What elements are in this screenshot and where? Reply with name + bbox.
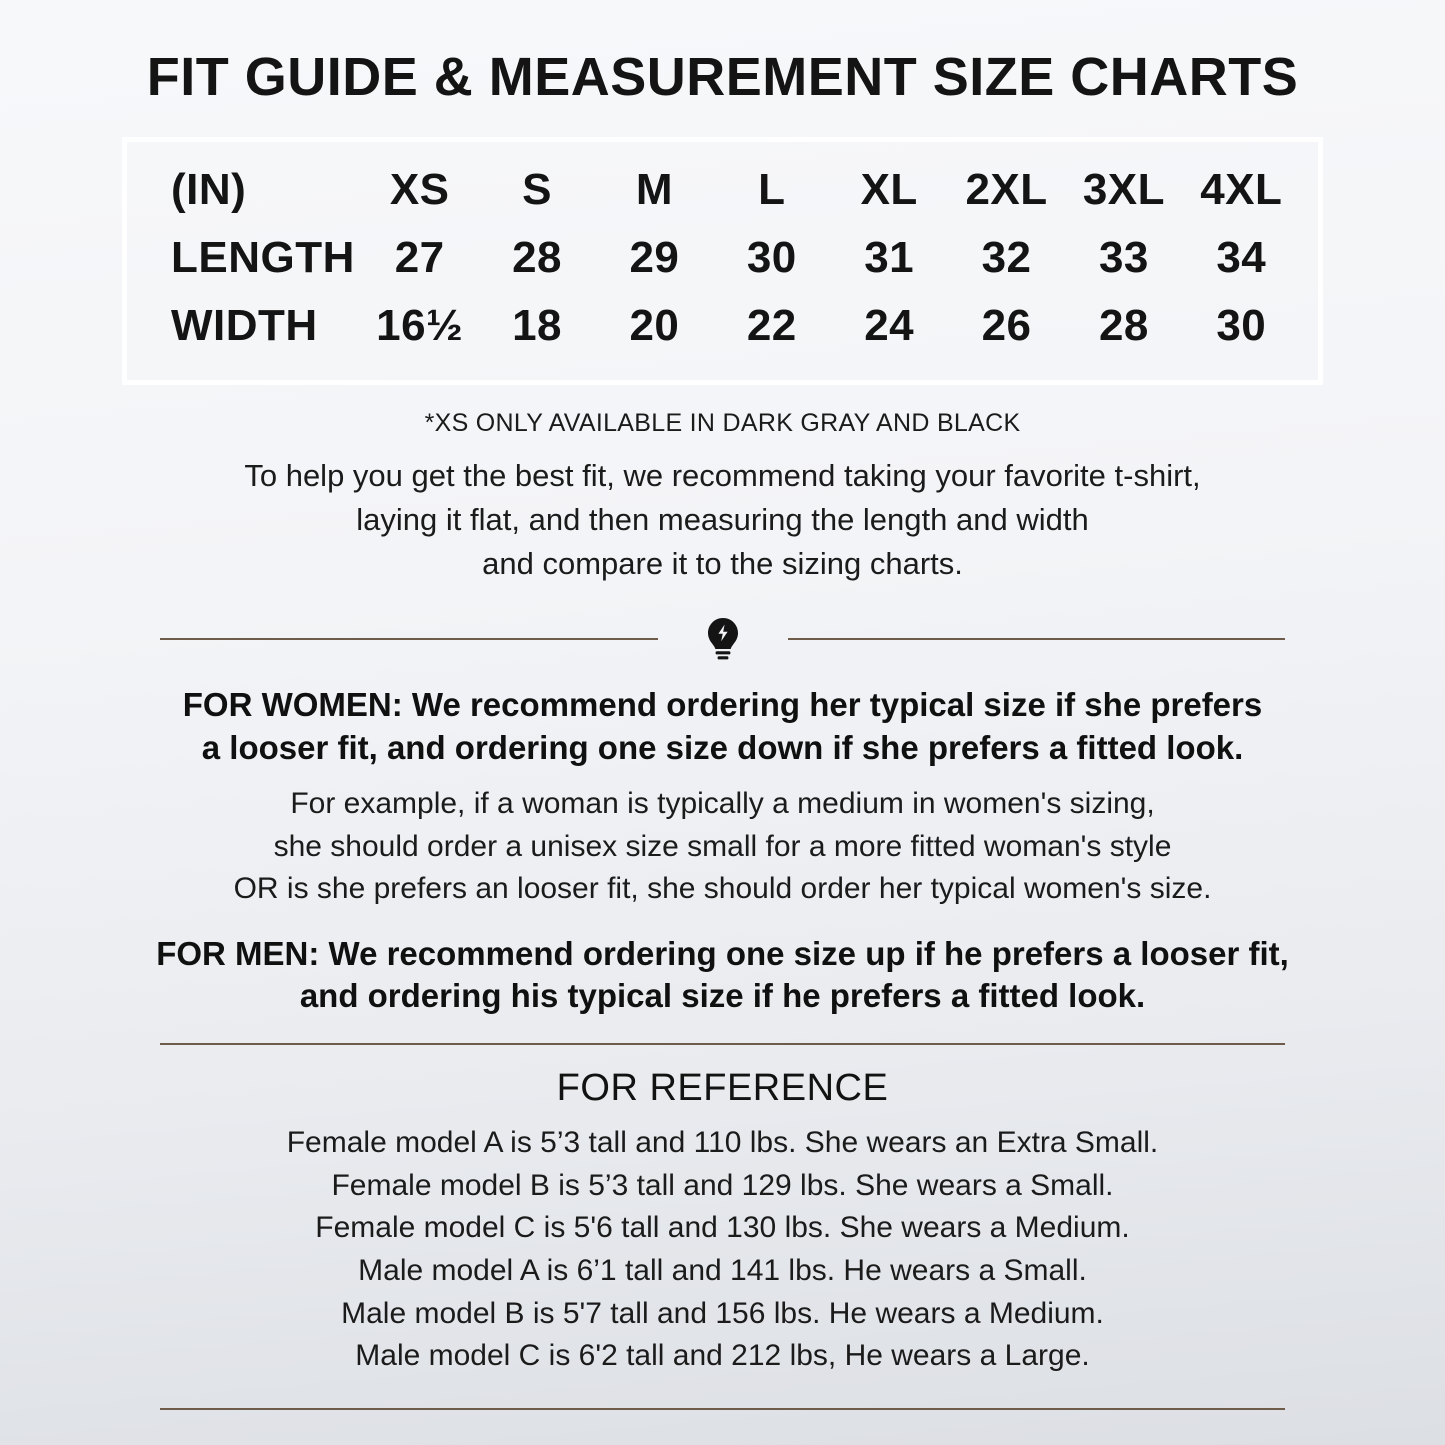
- length-m: 29: [629, 233, 680, 283]
- divider-bottom: [160, 1408, 1285, 1410]
- length-l: 30: [746, 233, 797, 283]
- width-xl: 24: [864, 301, 915, 351]
- women-example: [100, 783, 1345, 911]
- size-header-3xl: 3XL: [1082, 165, 1166, 215]
- width-l: 22: [746, 301, 797, 351]
- measuring-instructions-line-3: and compare it to the sizing charts.: [482, 546, 963, 582]
- men-recommendation-line-1: FOR MEN: We recommend ordering one size up if he prefers a looser fit,: [156, 934, 1289, 972]
- length-xl: 31: [864, 233, 915, 283]
- width-xs: 16½: [376, 301, 464, 351]
- size-header-l: L: [758, 165, 786, 215]
- unit-header: (IN): [171, 165, 247, 215]
- divider-line-left: [160, 638, 658, 640]
- length-s: 28: [512, 233, 563, 283]
- size-header-4xl: 4XL: [1200, 165, 1283, 215]
- width-m: 20: [629, 301, 680, 351]
- table-row-length: [145, 224, 1300, 292]
- page-title: FIT GUIDE & MEASUREMENT SIZE CHARTS: [146, 47, 1299, 107]
- width-4xl: 30: [1216, 301, 1267, 351]
- length-2xl: 32: [981, 233, 1032, 283]
- row-label-length: LENGTH: [171, 233, 355, 283]
- women-recommendation-line-1: FOR WOMEN: We recommend ordering her typical size if she prefers: [182, 686, 1263, 724]
- size-header-xs: XS: [389, 165, 450, 215]
- reference-line-2: Female model B is 5’3 tall and 129 lbs. She wears a Small.: [331, 1168, 1114, 1202]
- size-header-m: M: [635, 165, 674, 215]
- measuring-instructions-line-1: To help you get the best fit, we recommend taking your favorite t-shirt,: [244, 458, 1201, 494]
- reference-model-list: [100, 1122, 1345, 1378]
- measuring-instructions: [100, 454, 1345, 586]
- divider-with-bulb: [160, 616, 1285, 662]
- reference-heading: FOR REFERENCE: [556, 1067, 889, 1110]
- length-xs: 27: [394, 233, 445, 283]
- reference-line-5: Male model B is 5'7 tall and 156 lbs. He wears a Medium.: [341, 1296, 1104, 1330]
- measuring-instructions-line-2: laying it flat, and then measuring the length and width: [356, 502, 1089, 538]
- women-recommendation-line-2: a looser fit, and ordering one size down if she prefers a fitted look.: [201, 728, 1244, 766]
- xs-availability-note: *XS ONLY AVAILABLE IN DARK GRAY AND BLACK: [424, 409, 1021, 438]
- divider-above-reference: [160, 1043, 1285, 1045]
- table-row-width: [145, 292, 1300, 360]
- reference-line-4: Male model A is 6’1 tall and 141 lbs. He wears a Small.: [358, 1253, 1087, 1287]
- row-label-width: WIDTH: [171, 301, 318, 351]
- men-recommendation-line-2: and ordering his typical size if he prefers a fitted look.: [299, 976, 1146, 1014]
- reference-line-3: Female model C is 5'6 tall and 130 lbs. She wears a Medium.: [315, 1211, 1130, 1245]
- length-3xl: 33: [1098, 233, 1149, 283]
- size-header-s: S: [522, 165, 552, 215]
- women-example-line-1: For example, if a woman is typically a medium in women's sizing,: [290, 786, 1155, 820]
- size-header-2xl: 2XL: [965, 165, 1048, 215]
- reference-line-1: Female model A is 5’3 tall and 110 lbs. She wears an Extra Small.: [286, 1126, 1159, 1160]
- width-3xl: 28: [1098, 301, 1149, 351]
- women-example-line-2: she should order a unisex size small for a more fitted woman's style: [273, 829, 1172, 863]
- width-s: 18: [512, 301, 563, 351]
- size-chart-table: [122, 137, 1323, 385]
- width-2xl: 26: [981, 301, 1032, 351]
- reference-line-6: Male model C is 6'2 tall and 212 lbs, He wears a Large.: [355, 1339, 1090, 1373]
- women-example-line-3: OR is she prefers an looser fit, she should order her typical women's size.: [233, 872, 1212, 906]
- divider-line-right: [788, 638, 1286, 640]
- length-4xl: 34: [1216, 233, 1267, 283]
- women-recommendation: [100, 684, 1345, 768]
- size-header-xl: XL: [860, 165, 918, 215]
- lightbulb-icon: [658, 616, 788, 662]
- table-header-row: [145, 156, 1300, 224]
- men-recommendation: [100, 933, 1345, 1017]
